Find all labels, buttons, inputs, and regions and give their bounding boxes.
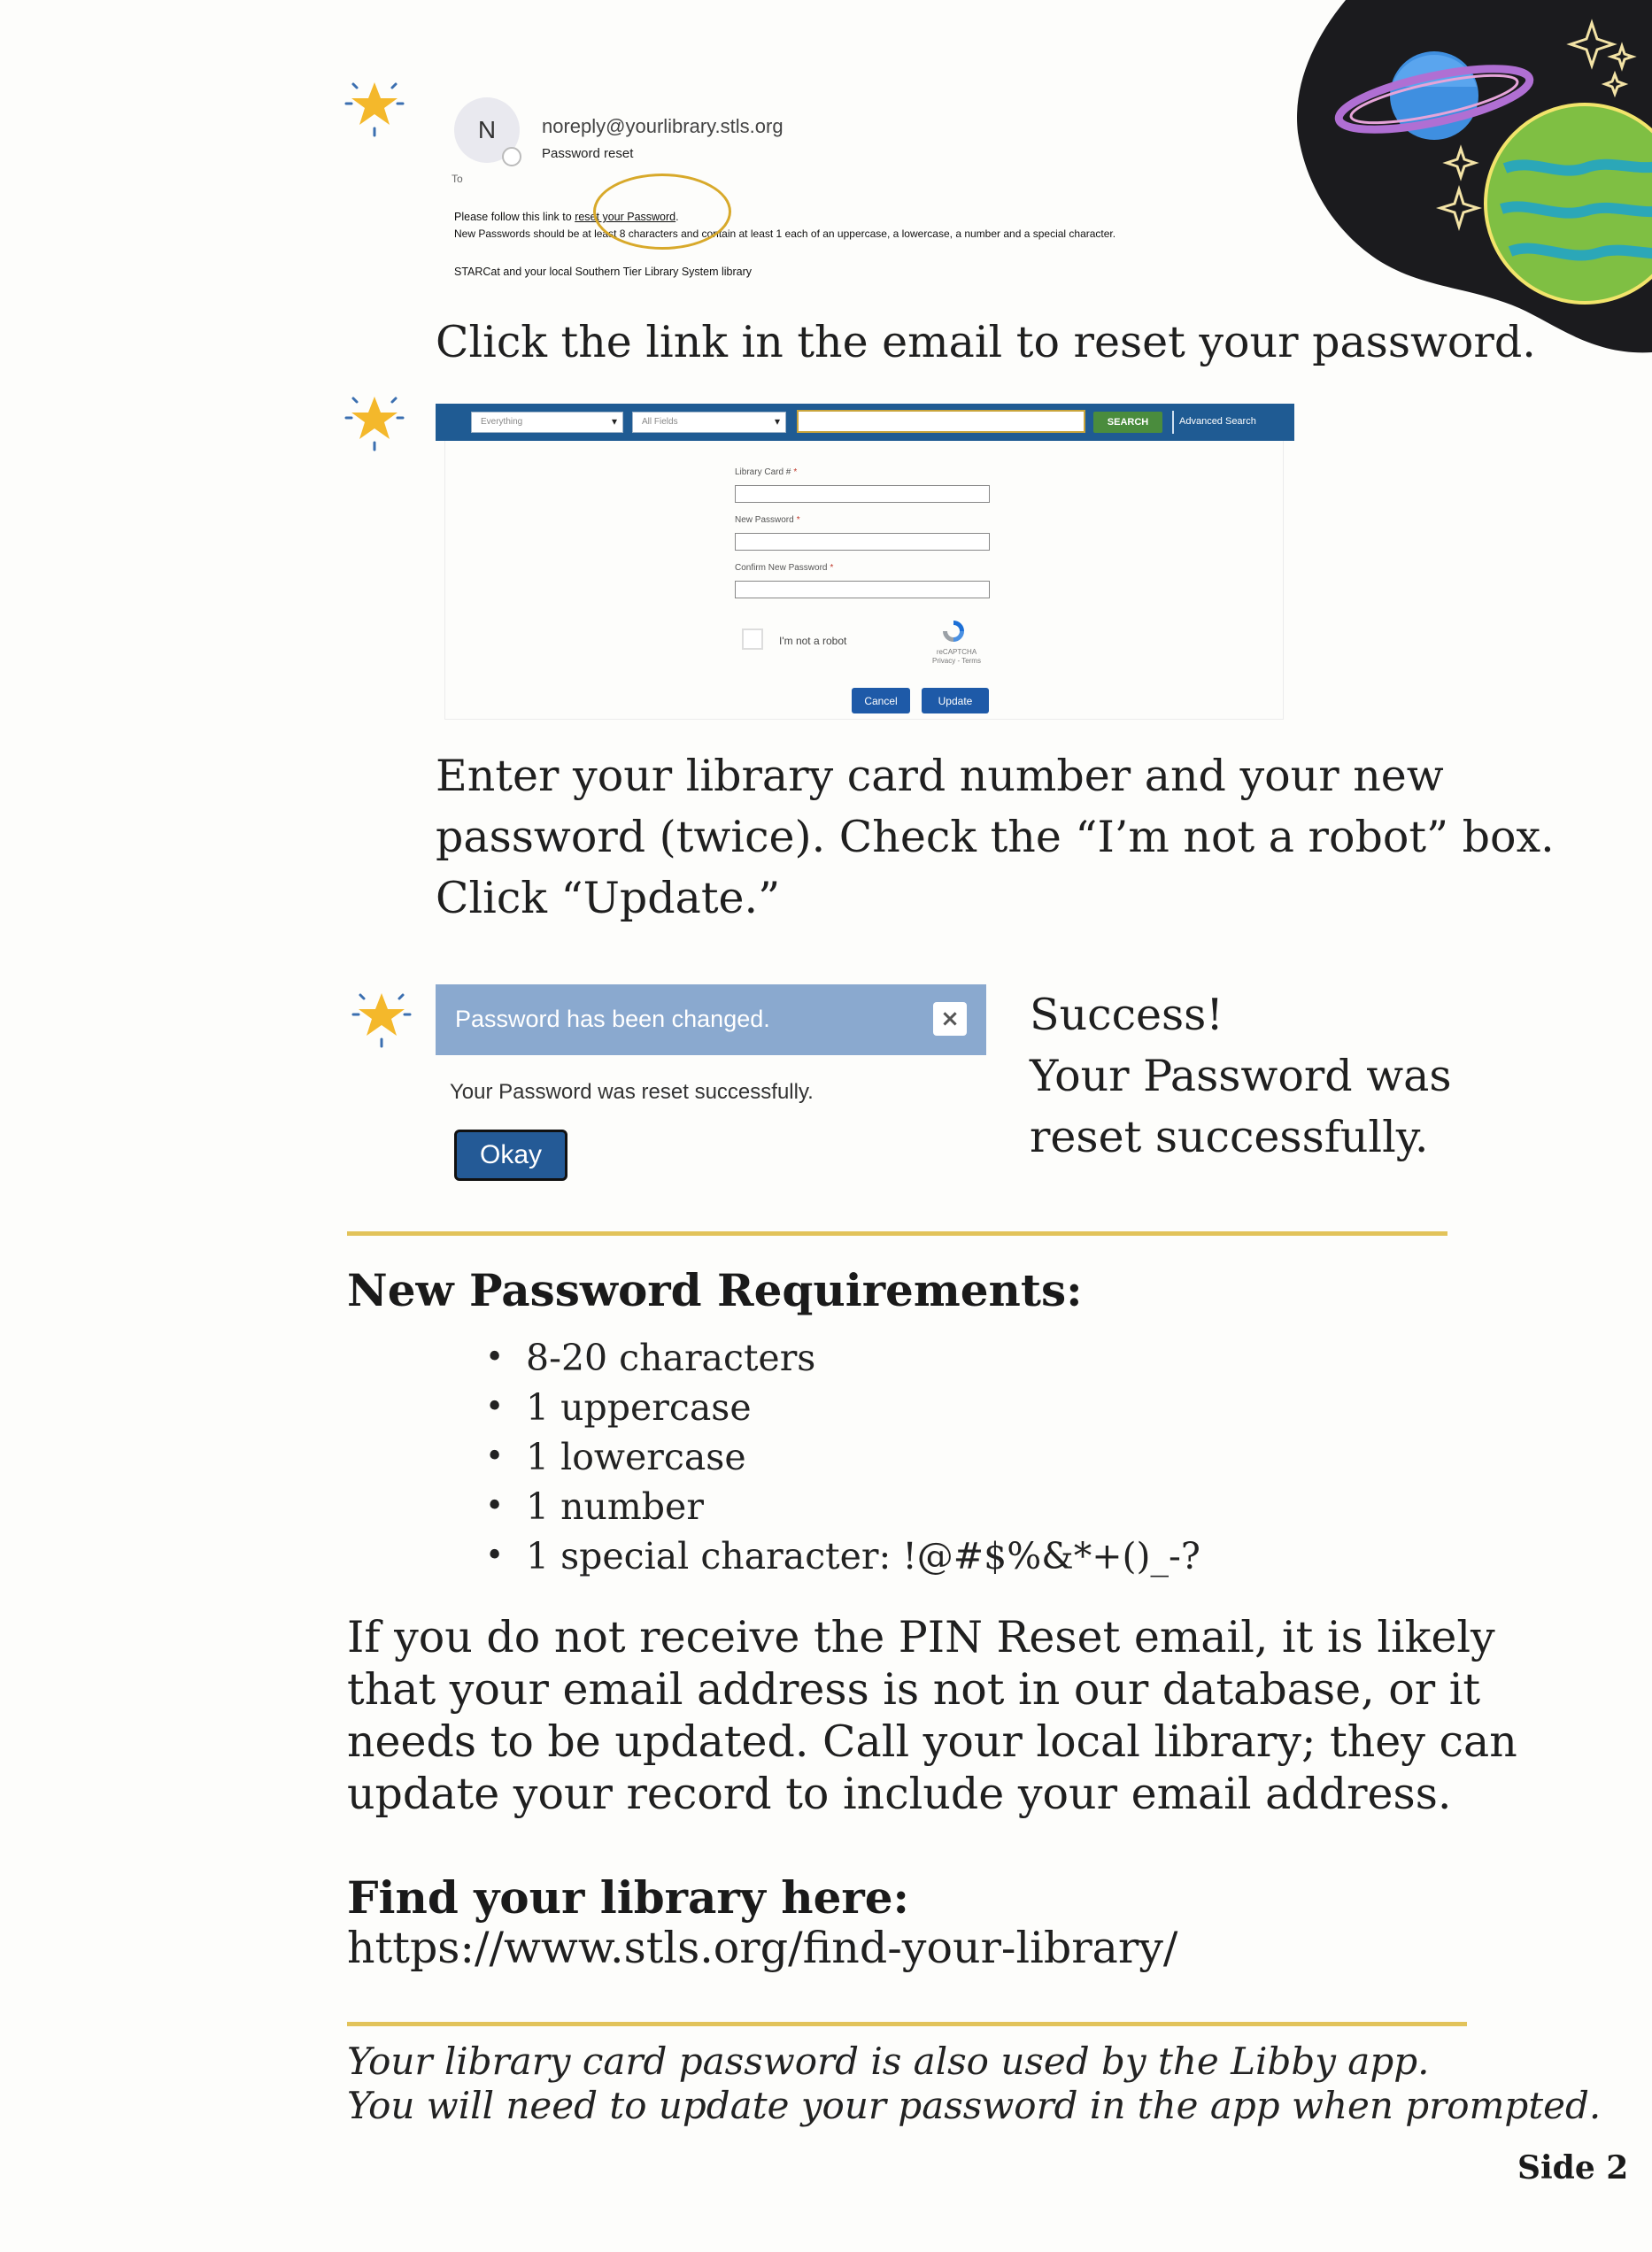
search-field-value: All Fields: [642, 417, 678, 427]
new-password-input[interactable]: [735, 533, 990, 551]
email-signature: STARCat and your local Southern Tier Library System library: [454, 266, 753, 278]
reset-password-link[interactable]: reset your Password: [575, 211, 676, 223]
list-item: • 1 lowercase: [485, 1436, 746, 1478]
star-icon: [343, 73, 406, 137]
chevron-down-icon: ▾: [611, 415, 617, 428]
star-icon: [343, 388, 406, 451]
libby-footnote: Your library card password is also used by the Libby app. You will need to update your password in the app when prompted.: [347, 2040, 1602, 2127]
search-button[interactable]: SEARCH: [1093, 412, 1162, 433]
space-illustration: [1293, 0, 1652, 354]
link-highlight-circle: [593, 174, 731, 250]
not-a-robot-checkbox[interactable]: [742, 629, 763, 650]
list-item: • 1 number: [485, 1485, 704, 1528]
nav-separator: [1172, 411, 1174, 434]
card-number-input[interactable]: [735, 485, 990, 503]
new-password-label: New Password *: [735, 515, 800, 525]
search-scope-value: Everything: [481, 417, 523, 427]
email-subject: Password reset: [542, 146, 634, 161]
email-link-prefix: Please follow this link to: [454, 211, 575, 223]
step2-instruction: Enter your library card number and your new password (twice). Check the “I’m not a robot” box. Click “Update.”: [436, 751, 1555, 923]
confirm-password-input[interactable]: [735, 581, 990, 598]
side-label: Side 2: [1517, 2149, 1629, 2186]
list-item: • 1 special character: !@#$%&*+()_-?: [485, 1535, 1200, 1577]
list-item: • 8-20 characters: [485, 1337, 816, 1379]
not-a-robot-label: I'm not a robot: [779, 635, 847, 647]
email-requirements-line: New Passwords should be at least 8 characters and contain at least 1 each of an uppercase, a lowercase, a number and a special character.: [454, 228, 1116, 240]
card-number-label: Library Card # *: [735, 467, 798, 477]
footer-divider: [347, 2022, 1467, 2026]
email-sender: noreply@yourlibrary.stls.org: [542, 115, 784, 137]
cancel-button[interactable]: Cancel: [852, 688, 910, 713]
avatar-status-dot: [502, 147, 521, 166]
chevron-down-icon: ▾: [774, 415, 780, 428]
step3-instruction: Success! Your Password was reset successfully.: [1030, 990, 1452, 1162]
find-library-heading: Find your library here:: [347, 1871, 909, 1924]
advanced-search-link[interactable]: Advanced Search: [1179, 416, 1256, 427]
requirements-heading: New Password Requirements:: [347, 1264, 1083, 1316]
recaptcha-branding: reCAPTCHA Privacy - Terms: [932, 648, 981, 665]
update-button[interactable]: Update: [922, 688, 989, 713]
avatar: N: [454, 97, 520, 163]
search-scope-select[interactable]: [471, 412, 623, 433]
search-input[interactable]: [797, 410, 1085, 433]
find-library-url[interactable]: https://www.stls.org/find-your-library/: [347, 1923, 1178, 1973]
confirm-password-label: Confirm New Password *: [735, 563, 834, 573]
list-item: • 1 uppercase: [485, 1386, 752, 1429]
requirements-list: [485, 1333, 1200, 1581]
step1-instruction: Click the link in the email to reset your password.: [436, 317, 1536, 367]
pin-reset-paragraph: If you do not receive the PIN Reset email, it is likely that your email address is not in our database, or it needs to be updated. Call your local library; they can update your record to include your email address.: [347, 1612, 1517, 1819]
email-link-suffix: .: [675, 211, 679, 223]
search-field-select[interactable]: [632, 412, 786, 433]
star-icon: [350, 984, 413, 1048]
section-divider: [347, 1231, 1447, 1236]
okay-button[interactable]: Okay: [454, 1130, 567, 1181]
recaptcha-icon: [940, 618, 967, 644]
success-message: Your Password was reset successfully.: [450, 1080, 814, 1104]
catalog-search-bar: [436, 404, 1294, 441]
alert-title: Password has been changed.: [455, 1006, 770, 1032]
password-changed-alert: [436, 984, 986, 1055]
close-icon[interactable]: ×: [933, 1002, 967, 1036]
email-to-label: To: [452, 173, 463, 185]
